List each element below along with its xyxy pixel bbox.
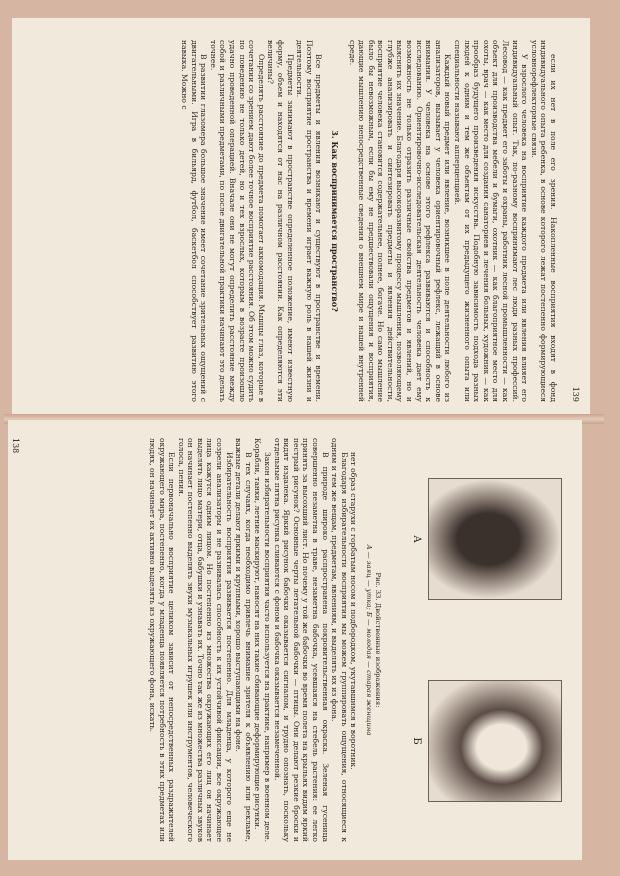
figure-caption-detail: А — заяц — утка; Б — молодая — старая женщина (365, 544, 374, 736)
paragraph: Определять расстояние до предмета помогает аккомодация. Мышцы глаз, которые в сочетании со зрением дают более точное восприятие расстояния. Об этом можно судить по поведению не только детей, но и тех взрослых, которым в возрасте произошло удачно проведенной операцией. Вначале они не могут определить расстояние между собой и различными предметами, по после двигательной практики начинают это делать точнее. (208, 40, 266, 402)
paragraph: Если первоначально восприятие целиком зависит от непосредственных раздражителей окружающего мира, постепенно, когда у младенца появляется потребность в этих предметах или людях, он начинает их активно выделять из окружающего фона, искать. (147, 438, 177, 842)
paragraph: В развитии глазомера большое значение имеет сочетание зрительных ощущений с двигательными. Игра в бильярд, футбол, баскетбол способствует развитию этого навыка. Можно с (180, 40, 209, 402)
page-138 (8, 420, 582, 860)
paragraph: Предметы занимают в пространстве определенное положение, имеют известную форму, объем и находятся от нас на различном расстоянии. Как определяются эти величины? (266, 40, 295, 402)
paragraph: Все предметы и явления возникают и существуют в пространстве и времени. Поэтому восприятие пространства и времени играет важную роль в нашей жизни и деятельности. (295, 40, 324, 402)
page-number-138: 138 (10, 438, 20, 454)
paragraph: Закон избирательности восприятия часто используется на практике, например в военном деле. Корабли, танки, летние маскируют, наносят на них такие сбивающие деформирующие рисунки. (253, 438, 273, 842)
paragraph: Каждый новый предмет или явление, возникшее в поле деятельности любого из анализаторов, вызывает у человека ориентировочный рефлекс, лежащий в основе внимания. У человека на основе этого рефлекса развиваются и способность к исследованию. Ориентировочно-исследовательская деятельность человека дает ему возможность не только отразить различные свойства предметов и явлений, но и выяснить их значение. Благодаря высокоразвитому процессу мышления, позволяющему глубже анализировать и синтезировать предметы и явления действительности, восприятие человека становится содержательнее, полнее, богаче. Но само мышление было бы невозможным, если бы ему не предшествовали ощущения и восприятия, дающие мышлению непосредственные сведения о внешнем мире и нашей внутренней среде. (347, 40, 453, 402)
paragraph: Благодаря избирательности восприятия мы можем группировать ощущения, относящиеся к одним и тем же вещам, предметам, явлениям, и выделять их из фона. (330, 438, 349, 842)
figure-label-b: Б (410, 737, 422, 745)
figure-label-a: А (410, 535, 422, 543)
paragraph: нет образ старухи с горбатым носом и подбородком, укутавшимся в воротник. (349, 452, 359, 770)
page-138-rotated-text (8, 420, 582, 860)
paragraph: Избирательность восприятия развивается постепенно. Для младенца, у которого еще не созрели анализаторы и не развивалась способность к их устойчивой фиксации, все окружающее лица кажутся одним лицом. Но постепенно из множества окружающих его лиц он начинает выделять лицо матери, отца, бабушки и узнавать их. Точно так же из множества различных звуков он начинает постепенно выделять звуки музыкальных игрушек или инструментов, человеческого голоса, пения. (176, 438, 234, 842)
page-139-rotated-text (12, 18, 590, 422)
figure-caption (364, 478, 382, 802)
figure-caption-title: Рис. 33. Двойственные изображения: (374, 572, 382, 708)
paragraph: В природе широко распространена покровительственная окраска. Зеленая гусеница совершенно незаметна в траве, незаметна бабочка, усевшаяся на стебель растения: ее легко принять за высохший лист. Но почему у той же бабочки во время полета на крыльях видим яркий пестрый рисунок? Основные черты летательной бабочки — птицы. Они делают резкие броски и видят издалека. Яркий рисунок бабочки оказывается сигналом, и трудно опознать, поскольку отдельные пятна рисунка сливаются с фоном и бабочка оказывается незамеченной. (272, 438, 330, 842)
figure-33 (386, 438, 562, 842)
paragraph: В тех случаях, когда необходимо привлечь внимание зрителя к объявлению или рекламе, важные детали делают яркими и крупными, хорошо выступающими на фоне. (234, 438, 253, 842)
section-heading: 3. Как воспринимается пространство? (329, 130, 340, 312)
page-139 (12, 18, 590, 422)
paragraph: если их нет в поле его зрения. Накопленные восприятия входят в фонд индивидуального опыта ребенка, в основе которого лежат постепенно формирующиеся условнорефлекторные связи. (529, 40, 558, 402)
page-139-text-block (38, 40, 558, 402)
page-number-139: 139 (571, 386, 580, 402)
duck-rabbit-illustration (410, 478, 562, 600)
paragraph: У взрослого человека на восприятие каждого предмета или явления влияет его индивидуальный опыт. Так, по-разному воспринимают лес люди разных профессий. Лесовод — как предмет его заботы и охраны, работник лесной промышленности — как объект для производства мебели и бумаги, охотник — как благоприятное место для охоты, врач — как место для создания санаториев и лечения больных, художник — как прообраз будущего произведения искусства. Подобную зависимость подхода разных людей к одним и тем же объектам от их предыдущего жизненного опыта или специальности называют апперцепцией. (453, 40, 530, 402)
young-old-woman-illustration (410, 680, 562, 802)
page-138-text-block (22, 438, 568, 842)
